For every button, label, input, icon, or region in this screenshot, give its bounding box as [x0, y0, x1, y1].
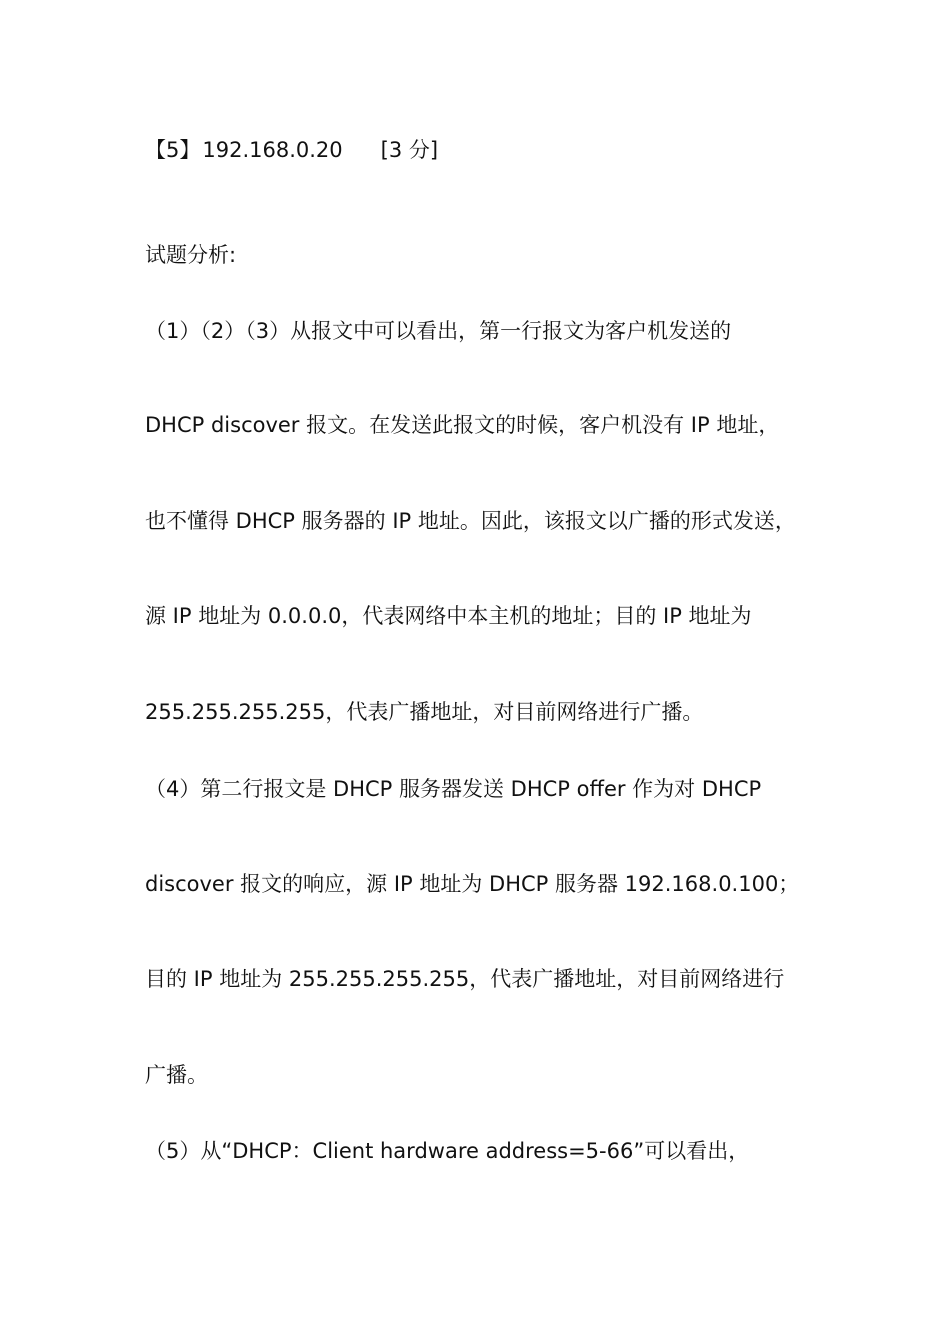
paragraph-line: 广播。	[145, 1063, 208, 1087]
paragraph-line: 源 IP 地址为 0.0.0.0，代表网络中本主机的地址；目的 IP 地址为	[145, 604, 752, 628]
paragraph-line: （4）第二行报文是 DHCP 服务器发送 DHCP offer 作为对 DHCP	[145, 777, 762, 801]
paragraph-line: DHCP discover 报文。在发送此报文的时候，客户机没有 IP 地址，	[145, 413, 780, 437]
answer-score: [3 分]	[380, 138, 439, 162]
answer-line	[145, 135, 438, 165]
paragraph-line: （5）从“DHCP：Client hardware address=5-66”可以看出，	[145, 1139, 750, 1163]
paragraph-line: 255.255.255.255，代表广播地址，对目前网络进行广播。	[145, 700, 704, 724]
answer-number: 【5】	[145, 138, 201, 162]
paragraph-line: discover 报文的响应，源 IP 地址为 DHCP 服务器 192.168.0.100；	[145, 872, 800, 896]
answer-value: 192.168.0.20	[202, 138, 343, 162]
analysis-heading: 试题分析:	[145, 243, 237, 267]
paragraph-line: （1）（2）（3）从报文中可以看出，第一行报文为客户机发送的	[145, 319, 732, 343]
paragraph-line: 也不懂得 DHCP 服务器的 IP 地址。因此，该报文以广播的形式发送，	[145, 509, 796, 533]
paragraph-line: 目的 IP 地址为 255.255.255.255，代表广播地址，对目前网络进行	[145, 967, 785, 991]
